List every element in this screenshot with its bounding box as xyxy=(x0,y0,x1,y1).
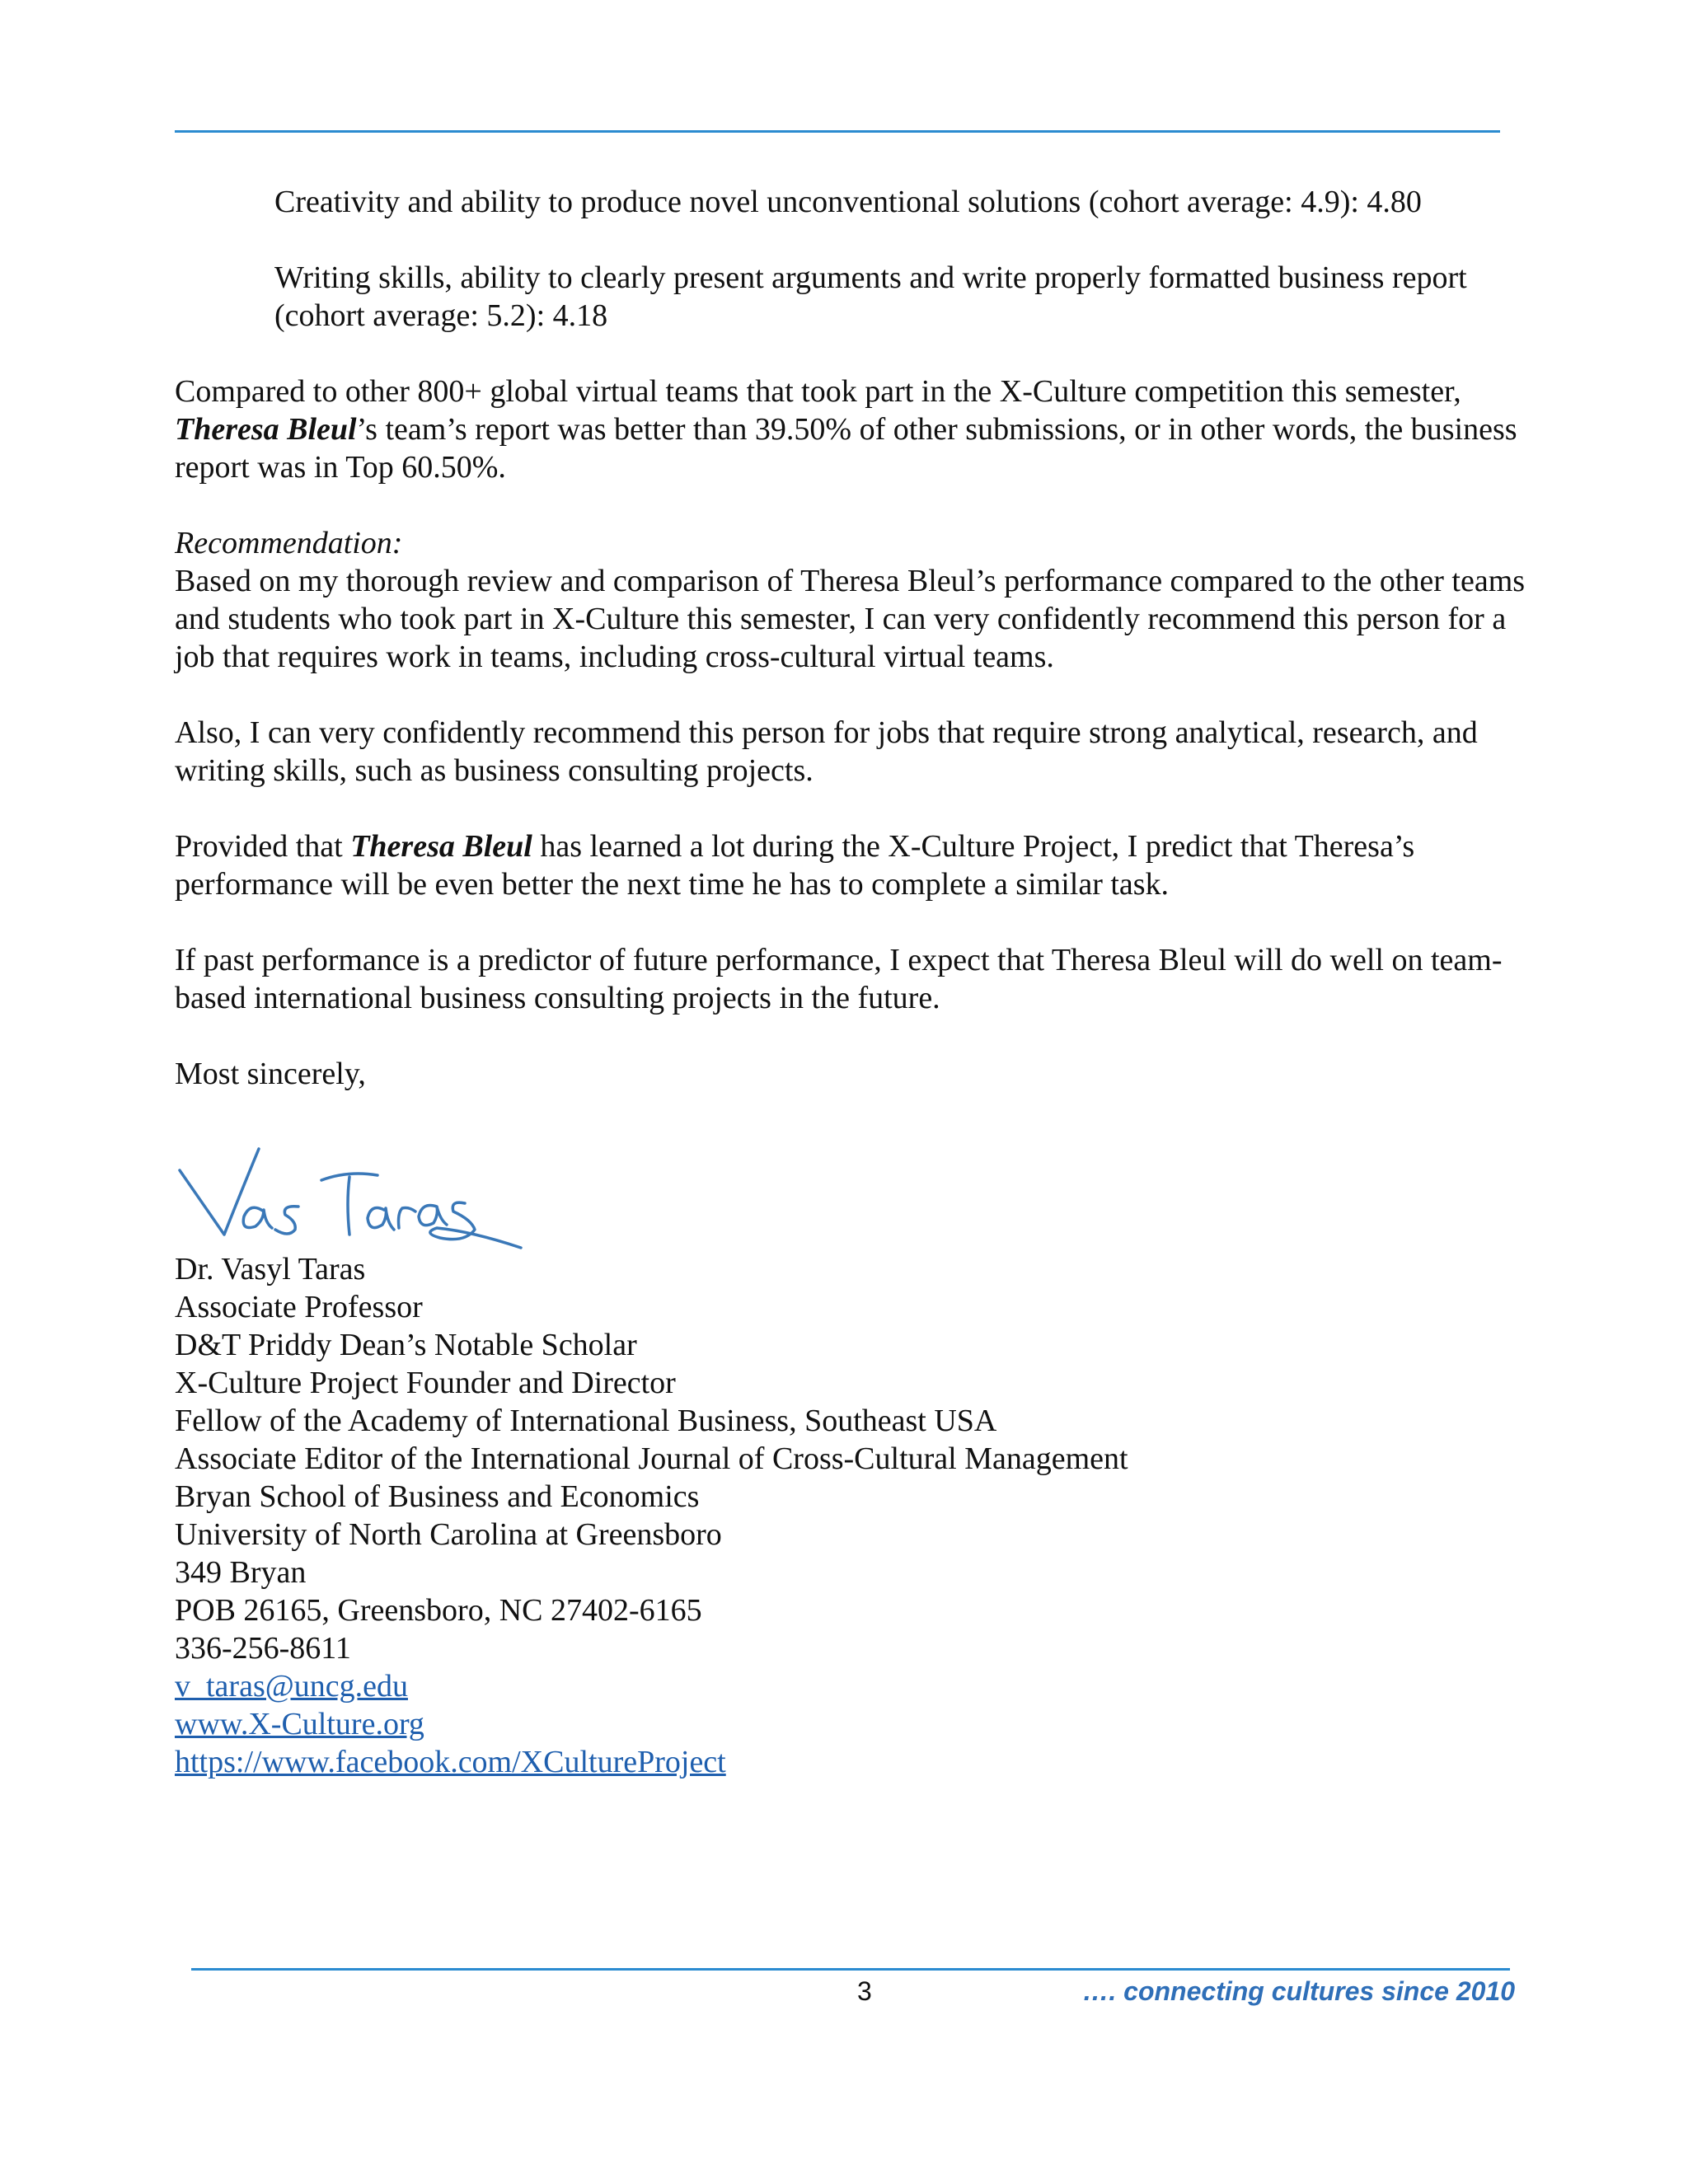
comparison-text-end: ’s team’s report was better than 39.50% of other submissions, or in other words, the business report was in Top 60.50%. xyxy=(175,412,1517,485)
skills-paragraph: Also, I can very confidently recommend this person for jobs that require strong analytical, research, and writing skills, such as business consulting projects. xyxy=(175,715,1478,788)
website-link[interactable]: www.X-Culture.org xyxy=(175,1707,424,1741)
letter-body xyxy=(175,183,1526,1131)
student-name: Theresa Bleul xyxy=(175,412,357,447)
footer-tagline: …. connecting cultures since 2010 xyxy=(1082,1976,1515,2006)
closing: Most sincerely, xyxy=(175,1057,366,1091)
signer-phone: 336-256-8611 xyxy=(175,1631,351,1666)
student-name: Theresa Bleul xyxy=(350,829,532,864)
recommendation-paragraph xyxy=(175,524,1526,676)
comparison-paragraph xyxy=(175,373,1526,486)
signer-office: 349 Bryan xyxy=(175,1555,307,1590)
prediction-text-end: has learned a lot during the X-Culture Project, I predict that Theresa’s performance will be even better the next time he has to complete a similar task. xyxy=(175,829,1415,902)
header-rule xyxy=(175,130,1500,133)
recommendation-heading: Recommendation: xyxy=(175,526,403,560)
signer-honor: D&T Priddy Dean’s Notable Scholar xyxy=(175,1328,637,1362)
footer-rule xyxy=(191,1968,1510,1971)
signer-editorship: Associate Editor of the International Journal of Cross-Cultural Management xyxy=(175,1441,1128,1476)
creativity-score: Creativity and ability to produce novel unconventional solutions (cohort average: 4.9): 4.80 xyxy=(274,185,1422,219)
facebook-link[interactable]: https://www.facebook.com/XCultureProject xyxy=(175,1745,726,1779)
prediction-text-start: Provided that xyxy=(175,829,351,864)
email-link[interactable]: v_taras@uncg.edu xyxy=(175,1669,408,1704)
signature-block xyxy=(175,1250,1128,1781)
recommendation-text: Based on my thorough review and comparison of Theresa Bleul’s performance compared to the other teams and students who took part in X-Culture this semester, I can very confidently recommend this person for a job that requires work in teams, including cross-cultural virtual teams. xyxy=(175,564,1526,674)
signer-address: POB 26165, Greensboro, NC 27402-6165 xyxy=(175,1593,702,1628)
future-paragraph: If past performance is a predictor of future performance, I expect that Theresa Bleul will do well on team-based international business consulting projects in the future. xyxy=(175,943,1503,1015)
writing-score: Writing skills, ability to clearly present arguments and write properly formatted business report (cohort average: 5.2): 4.18 xyxy=(274,260,1467,333)
comparison-text-start: Compared to other 800+ global virtual teams that took part in the X-Culture competition this semester, xyxy=(175,374,1461,409)
signer-university: University of North Carolina at Greensboro xyxy=(175,1517,722,1552)
handwritten-signature xyxy=(175,1137,529,1253)
page-number: 3 xyxy=(857,1976,872,2006)
signer-school: Bryan School of Business and Economics xyxy=(175,1479,700,1514)
signer-name: Dr. Vasyl Taras xyxy=(175,1252,366,1286)
signer-fellowship: Fellow of the Academy of International Business, Southeast USA xyxy=(175,1404,997,1438)
prediction-paragraph xyxy=(175,827,1526,903)
signer-role: X-Culture Project Founder and Director xyxy=(175,1366,676,1400)
signer-title: Associate Professor xyxy=(175,1290,423,1324)
